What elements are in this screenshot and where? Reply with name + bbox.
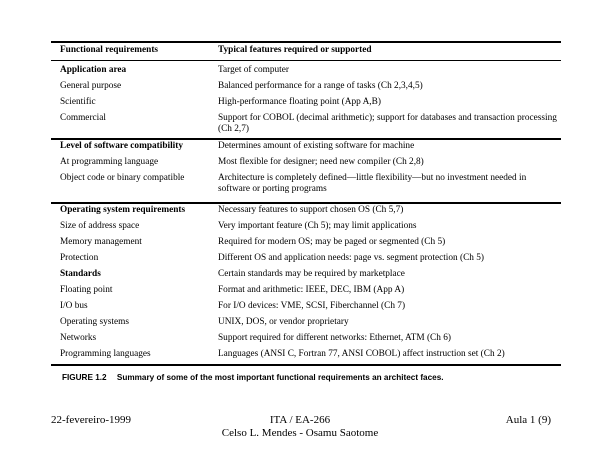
feature-cell: Support required for different networks: Ethernet, ATM (Ch 6) [218, 333, 451, 343]
requirement-cell: Operating systems [60, 317, 129, 327]
footer-course: ITA / EA-266 [269, 414, 331, 426]
requirement-cell: I/O bus [60, 301, 88, 311]
requirement-cell: General purpose [60, 81, 122, 91]
bottom-rule [51, 364, 561, 366]
footer-date: 22-fevereiro-1999 [51, 414, 132, 426]
feature-cell: For I/O devices: VME, SCSI, Fiberchannel (Ch 7) [218, 301, 406, 311]
feature-cell: Determines amount of existing software for machine [218, 141, 415, 151]
section-rule [51, 202, 561, 204]
requirement-cell: Commercial [60, 113, 106, 123]
footer-lecture: Aula 1 (9) [505, 414, 551, 426]
requirement-cell: Operating system requirements [60, 205, 186, 215]
requirement-cell: Floating point [60, 285, 113, 295]
requirement-cell: Networks [60, 333, 97, 343]
feature-cell: Required for modern OS; may be paged or segmented (Ch 5) [218, 237, 446, 247]
feature-cell: Necessary features to support chosen OS (Ch 5,7) [218, 205, 404, 215]
header-functional-requirements: Functional requirements [60, 45, 159, 55]
feature-cell: Architecture is completely defined—little flexibility—but no investment needed in software or porting programs [218, 173, 527, 194]
feature-cell: Certain standards may be required by marketplace [218, 269, 405, 279]
feature-cell: Support for COBOL (decimal arithmetic); support for databases and transaction processing (Ch 2,7) [218, 113, 557, 134]
requirement-cell: Memory management [60, 237, 142, 247]
feature-cell: High-performance floating point (App A,B) [218, 97, 381, 107]
requirement-cell: Programming languages [60, 349, 151, 359]
requirement-cell: Scientific [60, 97, 96, 107]
requirement-cell: Protection [60, 253, 99, 263]
section-rule [51, 138, 561, 140]
requirement-cell: Standards [60, 269, 101, 279]
figure-number: FIGURE 1.2 [62, 373, 107, 382]
top-rule [51, 41, 561, 43]
feature-cell: Format and arithmetic: IEEE, DEC, IBM (App A) [218, 285, 405, 295]
feature-cell: Different OS and application needs: page vs. segment protection (Ch 5) [218, 253, 485, 263]
requirement-cell: Application area [60, 65, 127, 75]
footer-authors: Celso L. Mendes - Osamu Saotome [221, 427, 379, 439]
feature-cell: Languages (ANSI C, Fortran 77, ANSI COBOL) affect instruction set (Ch 2) [218, 349, 505, 359]
figure-caption [62, 373, 444, 382]
requirement-cell: Object code or binary compatible [60, 173, 185, 183]
feature-cell: Target of computer [218, 65, 289, 75]
feature-cell: Most flexible for designer; need new compiler (Ch 2,8) [218, 157, 424, 167]
feature-cell: UNIX, DOS, or vendor proprietary [218, 317, 349, 327]
feature-cell: Very important feature (Ch 5); may limit applications [218, 221, 417, 231]
header-rule [51, 60, 561, 61]
header-typical-features: Typical features required or supported [218, 45, 372, 55]
feature-cell: Balanced performance for a range of tasks (Ch 2,3,4,5) [218, 81, 423, 91]
requirement-cell: Size of address space [60, 221, 140, 231]
figure-caption-text: Summary of some of the most important functional requirements an architect faces. [116, 373, 444, 382]
requirement-cell: Level of software compatibility [60, 141, 183, 151]
requirement-cell: At programming language [60, 157, 159, 167]
